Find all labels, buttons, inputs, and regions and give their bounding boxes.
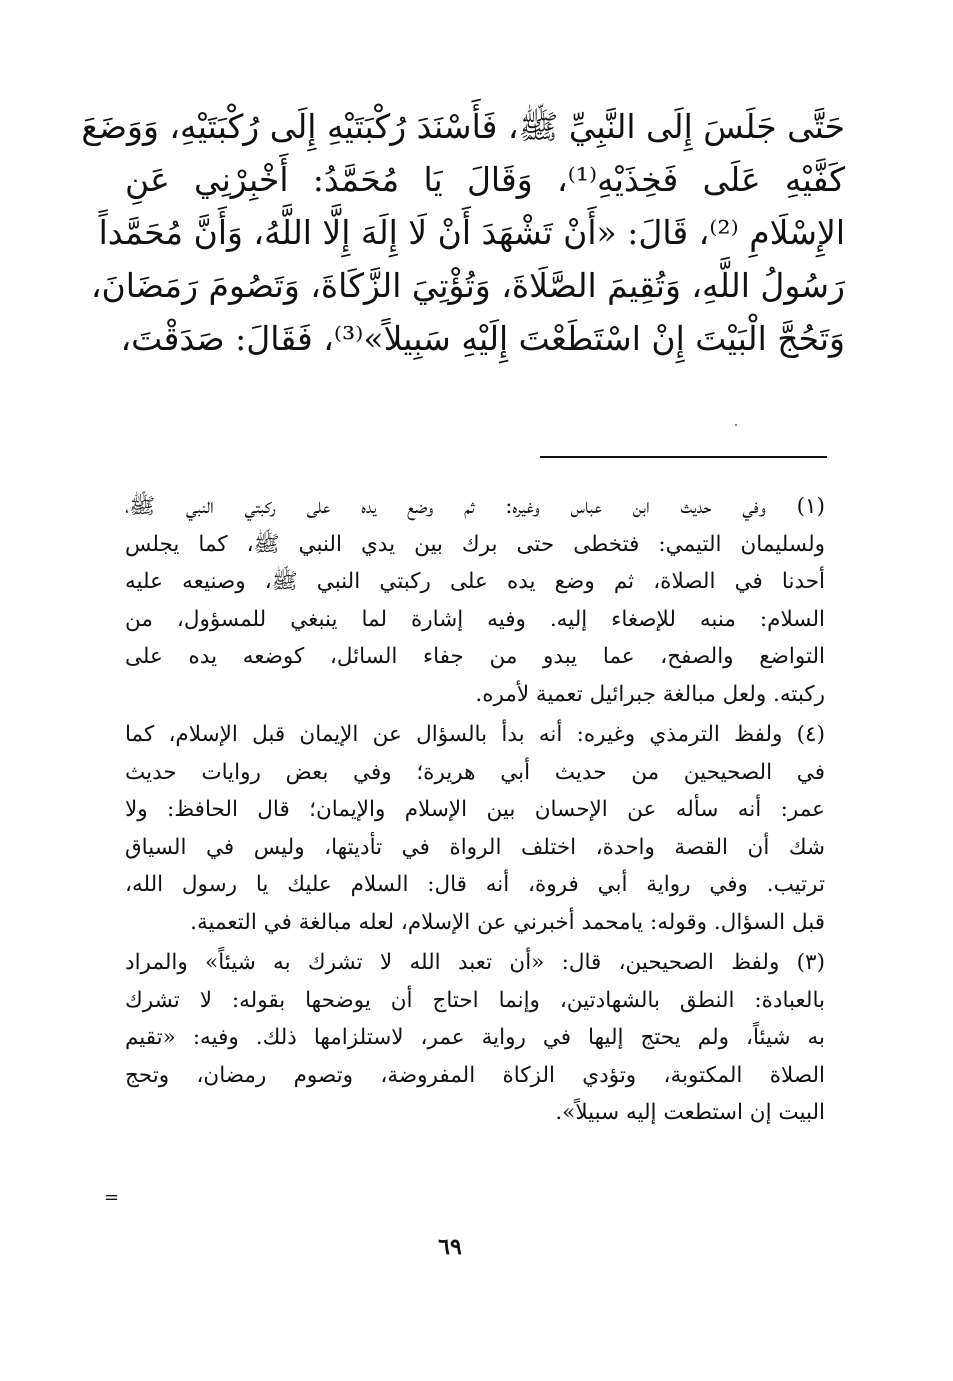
footnote-line: ترتيب. وفي رواية أبي فروة، أنه قال: السلام عليك يا رسول الله،	[125, 872, 825, 897]
footnote-line: به شيئاً، ولم يحتج إليها في رواية عمر، لاستلزامها ذلك. وفيه: «تقيم	[125, 1025, 825, 1050]
footnote-1	[125, 488, 825, 713]
footnote-line: التواضع والصفح، عما يبدو من جفاء السائل، كوضعه يده على	[125, 644, 825, 669]
footnote-line: (١) وفي حديث ابن عباس وغيره: ثم وضع يده على ركبتي النبي ﷺ،	[125, 494, 825, 519]
footnote-line: الصلاة المكتوبة، وتؤدي الزكاة المفروضة، وتصوم رمضان، وتحج	[125, 1062, 825, 1088]
footnote-line: قبل السؤال. وقوله: يامحمد أخبرني عن الإسلام، لعله مبالغة في التعمية.	[190, 909, 825, 935]
footnote-line: بالعبادة: النطق بالشهادتين، وإنما احتاج أن يوضحها بقوله: لا تشرك	[125, 987, 825, 1013]
footnote-line: السلام: منبه للإصغاء إليه. وفيه إشارة لما ينبغي للمسؤول، من	[125, 606, 825, 632]
footnote-4	[125, 716, 825, 941]
footnote-line: ركبته. ولعل مبالغة جبرائيل تعمية لأمره.	[475, 681, 825, 707]
continuation-mark: =	[104, 1187, 120, 1208]
footnote-divider	[540, 456, 827, 458]
main-text-line: رَسُولُ اللَّهِ، وَتُقِيمَ الصَّلَاةَ، وَتُؤْتِيَ الزَّكَاةَ، وَتَصُومَ رَمَضَانَ،	[90, 266, 845, 305]
main-text-line: حَتَّى جَلَسَ إِلَى النَّبِيِّ ﷺ، فَأَسْنَدَ رُكْبَتَيْهِ إِلَى رُكْبَتَيْهِ، وَوَضَعَ	[81, 107, 845, 146]
footnote-line: (٣) ولفظ الصحيحين، قال: «أن تعبد الله لا تشرك به شيئاً» والمراد	[125, 950, 825, 975]
footnote-line: شك أن القصة واحدة، اختلف الرواة في تأديتها، وليس في السياق	[125, 834, 825, 860]
footnote-line: عمر: أنه سأله عن الإحسان بين الإسلام والإيمان؛ قال الحافظ: ولا	[125, 797, 825, 822]
footnote-line: أحدنا في الصلاة، ثم وضع يده على ركبتي النبي ﷺ، وصنيعه عليه	[125, 569, 825, 594]
footnote-line: في الصحيحين من حديث أبي هريرة؛ وفي بعض روايات حديث	[125, 759, 825, 785]
main-text-line: كَفَّيْهِ عَلَى فَخِذَيْهِ⁽¹⁾، وَقَالَ يَا مُحَمَّدُ: أَخْبِرْنِي عَنِ	[125, 160, 845, 199]
page-number: ٦٩	[438, 1234, 462, 1260]
footnote-line: ولسليمان التيمي: فتخطى حتى برك بين يدي النبي ﷺ، كما يجلس	[125, 531, 825, 557]
main-text-line: الإِسْلَامِ ⁽²⁾، قَالَ: «أَنْ تَشْهَدَ أَنْ لَا إِلَهَ إِلَّا اللَّهُ، وَأَنَّ مُحَمَّداً	[98, 213, 845, 252]
print-speck	[735, 424, 737, 426]
footnotes-section	[125, 488, 825, 1132]
main-text-block	[81, 100, 845, 365]
footnote-3	[125, 944, 825, 1132]
footnote-line: (٤) ولفظ الترمذي وغيره: أنه بدأ بالسؤال عن الإيمان قبل الإسلام، كما	[125, 722, 825, 747]
main-text-line: وَتَحُجَّ الْبَيْتَ إِنْ اسْتَطَعْتَ إِلَيْهِ سَبِيلاً»⁽³⁾، فَقَالَ: صَدَقْتَ،	[120, 319, 845, 358]
footnote-line: البيت إن استطعت إليه سبيلاً».	[555, 1100, 825, 1125]
